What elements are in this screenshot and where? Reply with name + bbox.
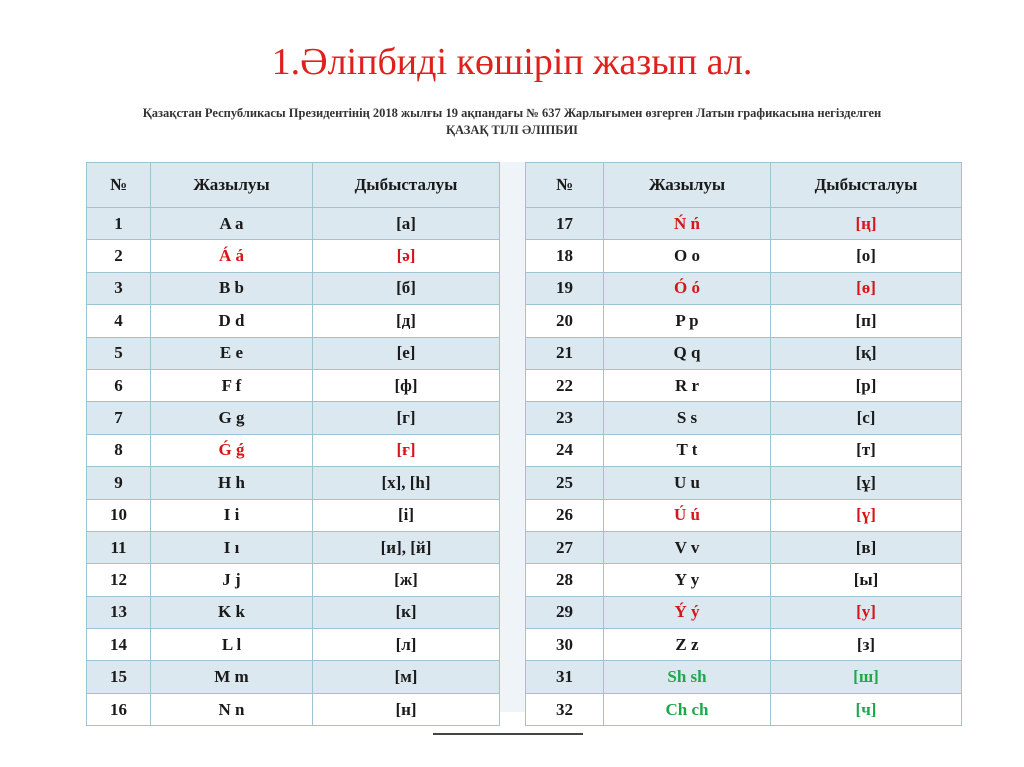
cell-sound: [ф] [313,369,500,401]
table-row [526,693,962,725]
table-row [87,693,500,725]
cell-sound: [ә] [313,240,500,272]
cell-sound: [с] [771,402,962,434]
cell-sound: [ш] [771,661,962,693]
cell-letter: Sh sh [604,661,771,693]
cell-letter: Ý ý [604,596,771,628]
cell-letter: I ı [151,531,313,563]
cell-sound: [ұ] [771,467,962,499]
table-row [526,596,962,628]
cell-num: 7 [87,402,151,434]
header-letter: Жазылуы [151,163,313,208]
cell-num: 20 [526,305,604,337]
cell-sound: [х], [һ] [313,467,500,499]
cell-letter: J j [151,564,313,596]
table-row [526,564,962,596]
cell-num: 14 [87,629,151,661]
alphabet-table-right [525,162,962,726]
cell-letter: T t [604,434,771,466]
table-row [87,596,500,628]
cell-letter: Q q [604,337,771,369]
cell-num: 4 [87,305,151,337]
cell-num: 5 [87,337,151,369]
cell-num: 30 [526,629,604,661]
cell-letter: U u [604,467,771,499]
cell-sound: [е] [313,337,500,369]
table-row [87,208,500,240]
cell-letter: N n [151,693,313,725]
caption-line-1: Қазақстан Республикасы Президентінің 2018 жылғы 19 ақпандағы № 637 Жарлығымен өзгерген Латын графикасына негізделген [142,106,882,120]
cell-num: 12 [87,564,151,596]
cell-letter: K k [151,596,313,628]
table-header-row [87,163,500,208]
table-row [526,337,962,369]
cell-num: 3 [87,272,151,304]
slide-title: 1.Әліпбиді көшіріп жазып ал. [271,41,753,83]
table-header-row [526,163,962,208]
cell-num: 31 [526,661,604,693]
cell-num: 32 [526,693,604,725]
table-row [87,369,500,401]
table-row [526,240,962,272]
table-row [87,531,500,563]
cell-sound: [ү] [771,499,962,531]
cell-letter: Ó ó [604,272,771,304]
table-row [526,208,962,240]
cell-num: 27 [526,531,604,563]
cell-sound: [п] [771,305,962,337]
cell-num: 10 [87,499,151,531]
cell-letter: Ú ú [604,499,771,531]
underline-rule [433,733,583,735]
header-num: № [87,163,151,208]
cell-num: 2 [87,240,151,272]
table-row [526,531,962,563]
cell-letter: Ch ch [604,693,771,725]
cell-num: 1 [87,208,151,240]
cell-sound: [г] [313,402,500,434]
table-row [526,305,962,337]
header-num: № [526,163,604,208]
cell-letter: A a [151,208,313,240]
table-row [87,434,500,466]
table-row [526,272,962,304]
cell-num: 24 [526,434,604,466]
table-row [87,564,500,596]
cell-sound: [л] [313,629,500,661]
cell-letter: B b [151,272,313,304]
cell-sound: [б] [313,272,500,304]
cell-num: 16 [87,693,151,725]
table-row [526,369,962,401]
cell-letter: R r [604,369,771,401]
cell-sound: [а] [313,208,500,240]
cell-num: 29 [526,596,604,628]
cell-sound: [и], [й] [313,531,500,563]
header-sound: Дыбысталуы [771,163,962,208]
cell-sound: [в] [771,531,962,563]
cell-num: 8 [87,434,151,466]
caption-line-2: ҚАЗАҚ ТІЛІ ӘЛІПБИІ [445,123,579,137]
cell-sound: [ң] [771,208,962,240]
table-row [87,629,500,661]
table-row [526,434,962,466]
cell-sound: [м] [313,661,500,693]
table-row [526,661,962,693]
cell-num: 15 [87,661,151,693]
cell-sound: [к] [313,596,500,628]
cell-sound: [д] [313,305,500,337]
cell-sound: [ж] [313,564,500,596]
cell-letter: D d [151,305,313,337]
cell-sound: [р] [771,369,962,401]
table-row [87,467,500,499]
table-divider [499,162,525,712]
table-row [87,402,500,434]
cell-letter: G g [151,402,313,434]
table-row [87,337,500,369]
table-row [526,629,962,661]
cell-letter: Ń ń [604,208,771,240]
cell-num: 25 [526,467,604,499]
cell-letter: I i [151,499,313,531]
cell-sound: [ч] [771,693,962,725]
cell-sound: [ы] [771,564,962,596]
cell-letter: P p [604,305,771,337]
cell-sound: [т] [771,434,962,466]
table-row [87,661,500,693]
cell-num: 26 [526,499,604,531]
cell-letter: Á á [151,240,313,272]
cell-sound: [і] [313,499,500,531]
table-caption [100,105,924,139]
alphabet-table-left [86,162,500,726]
table-row [526,467,962,499]
table-row [87,272,500,304]
header-letter: Жазылуы [604,163,771,208]
cell-letter: Ǵ ǵ [151,434,313,466]
cell-num: 18 [526,240,604,272]
cell-sound: [з] [771,629,962,661]
cell-num: 19 [526,272,604,304]
cell-letter: Z z [604,629,771,661]
table-row [526,499,962,531]
cell-letter: E e [151,337,313,369]
cell-letter: H h [151,467,313,499]
cell-sound: [ғ] [313,434,500,466]
cell-num: 23 [526,402,604,434]
cell-letter: L l [151,629,313,661]
cell-letter: S s [604,402,771,434]
cell-letter: V v [604,531,771,563]
table-row [87,499,500,531]
cell-sound: [о] [771,240,962,272]
cell-num: 21 [526,337,604,369]
table-row [87,240,500,272]
cell-num: 11 [87,531,151,563]
cell-num: 17 [526,208,604,240]
cell-num: 28 [526,564,604,596]
cell-letter: M m [151,661,313,693]
cell-sound: [қ] [771,337,962,369]
table-row [87,305,500,337]
cell-num: 13 [87,596,151,628]
cell-num: 6 [87,369,151,401]
cell-sound: [ө] [771,272,962,304]
cell-sound: [у] [771,596,962,628]
cell-letter: O o [604,240,771,272]
cell-num: 9 [87,467,151,499]
cell-num: 22 [526,369,604,401]
cell-letter: Y y [604,564,771,596]
table-row [526,402,962,434]
header-sound: Дыбысталуы [313,163,500,208]
cell-sound: [н] [313,693,500,725]
cell-letter: F f [151,369,313,401]
